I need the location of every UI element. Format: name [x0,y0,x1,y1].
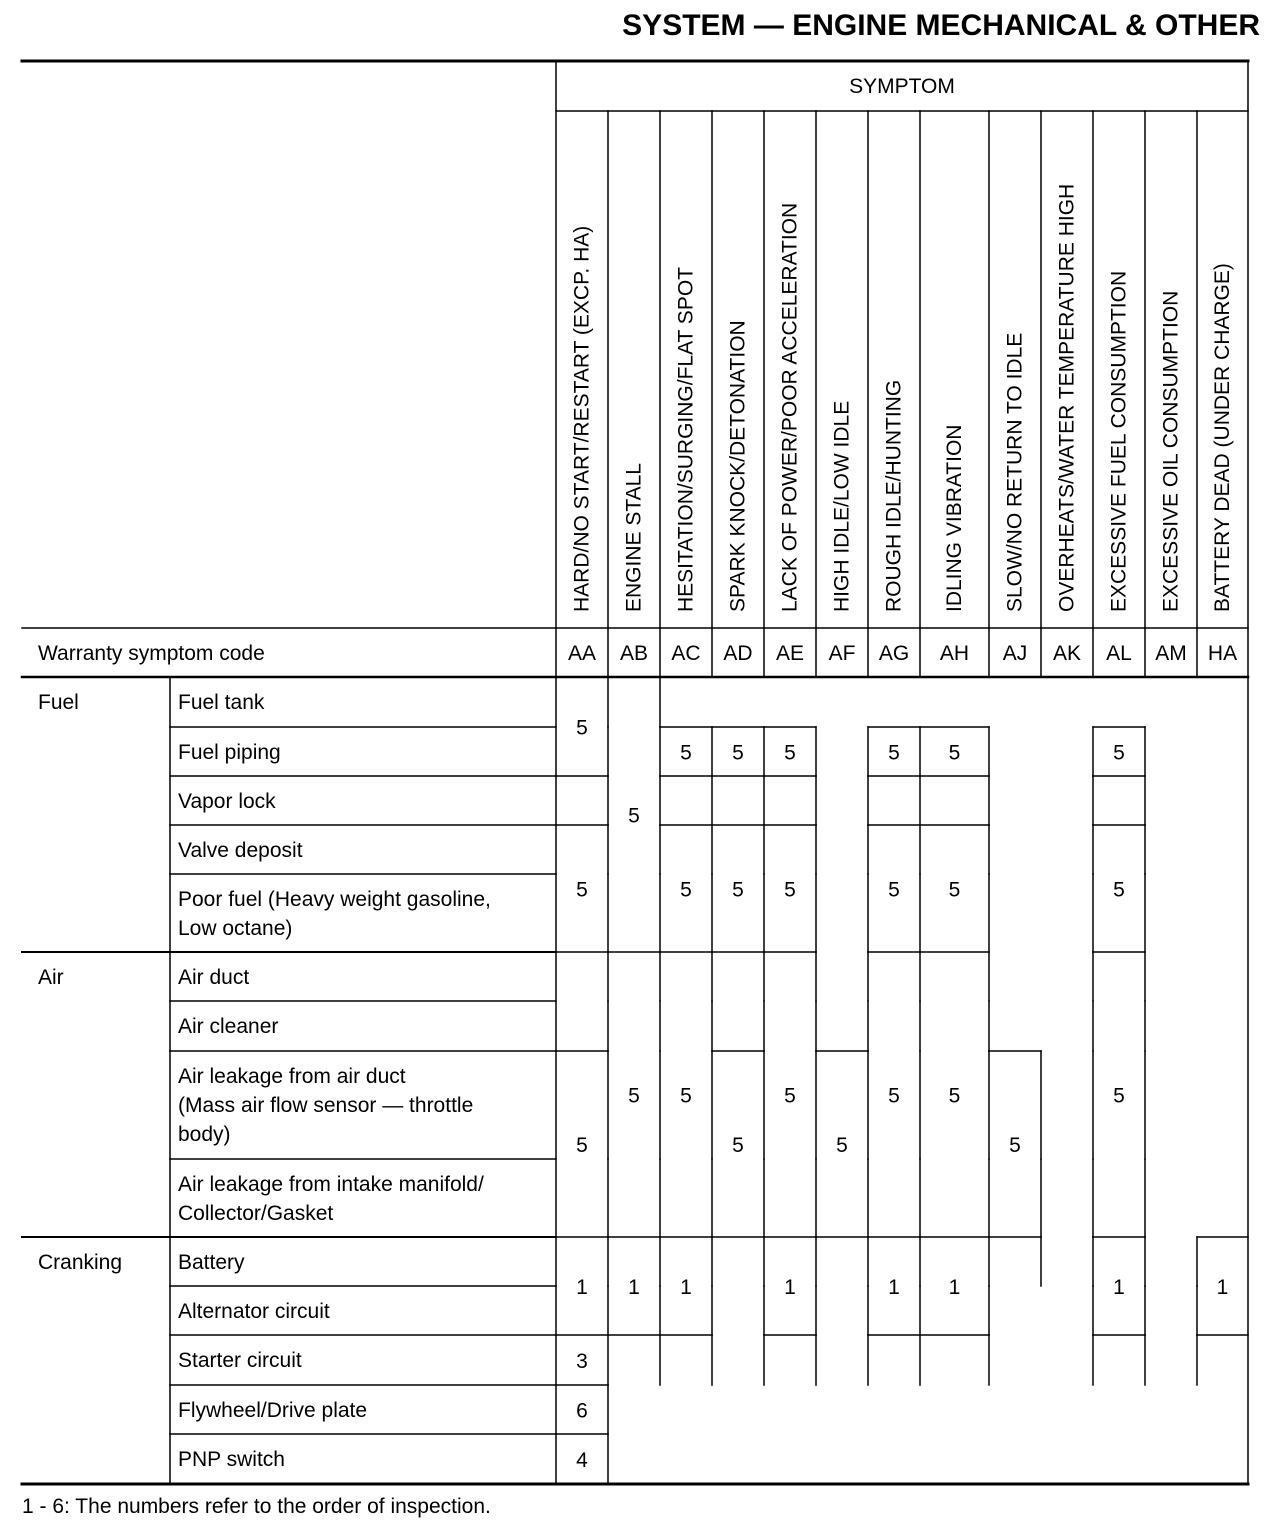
symptom-name: HARD/NO START/RESTART (EXCP. HA) [570,225,594,612]
component-label: Battery [178,1251,245,1274]
page-title: SYSTEM — ENGINE MECHANICAL & OTHER [622,9,1260,42]
inspection-order-cell: 5 [680,741,692,765]
inspection-order-cell: 5 [784,1084,796,1108]
component-label: Air cleaner [178,1015,279,1038]
symptom-name: LACK OF POWER/POOR ACCELERATION [778,202,802,612]
warranty-code-label: Warranty symptom code [38,642,265,665]
component-label: body) [178,1123,231,1146]
inspection-order-cell: 1 [628,1276,640,1299]
component-label: Starter circuit [178,1349,302,1372]
component-label: Flywheel/Drive plate [178,1399,368,1422]
symptom-code: AE [775,642,805,665]
symptom-header: SYMPTOM [849,75,955,98]
symptom-name: HESITATION/SURGING/FLAT SPOT [674,267,698,612]
inspection-order-cell: 1 [888,1276,900,1299]
component-label: Fuel piping [178,741,281,764]
inspection-order-cell: 5 [680,1084,692,1108]
component-label: PNP switch [178,1448,285,1471]
inspection-order-cell: 5 [628,1084,640,1108]
inspection-order-cell: 5 [888,1084,900,1108]
inspection-order-cell: 1 [784,1276,796,1299]
inspection-order-cell: 5 [576,878,588,902]
symptom-name: HIGH IDLE/LOW IDLE [830,400,854,612]
symptom-code: AH [939,642,970,665]
symptom-code: AG [878,642,910,665]
inspection-order-cell: 5 [948,1084,961,1108]
component-label: Valve deposit [178,839,303,862]
inspection-order-cell: 5 [1113,741,1125,765]
symptom-name: IDLING VIBRATION [943,424,966,612]
inspection-order-cell: 5 [576,716,588,740]
symptom-name: ENGINE STALL [622,463,646,612]
symptom-code: AF [828,642,856,665]
group-label: Fuel [38,691,79,714]
symptom-code: AC [671,642,701,665]
group-label: Air [38,966,64,989]
inspection-order-cell: 4 [576,1449,588,1472]
symptom-code: AB [619,642,649,665]
component-label: Alternator circuit [178,1300,330,1323]
inspection-order-cell: 5 [836,1134,848,1157]
inspection-order-cell: 1 [1113,1276,1125,1299]
group-label: Cranking [38,1251,123,1274]
inspection-order-cell: 3 [576,1350,588,1373]
inspection-order-cell: 5 [1113,1084,1125,1108]
inspection-order-cell: 5 [784,878,796,902]
symptom-name: ROUGH IDLE/HUNTING [882,379,906,612]
inspection-order-cell: 1 [680,1276,692,1299]
symptom-code: AM [1155,642,1187,665]
component-label: Poor fuel (Heavy weight gasoline, [178,888,491,911]
inspection-order-cell: 5 [732,1134,744,1157]
symptom-code: AJ [1002,642,1028,665]
symptom-code: AK [1052,642,1082,665]
symptom-name: EXCESSIVE FUEL CONSUMPTION [1107,270,1131,612]
component-label: Air duct [178,966,250,989]
symptom-name: BATTERY DEAD (UNDER CHARGE) [1211,263,1234,612]
symptom-code: AA [567,642,597,665]
footnote: 1 - 6: The numbers refer to the order of inspection. [22,1495,491,1518]
symptom-code: HA [1207,642,1238,665]
table-text [38,75,1237,1472]
inspection-order-cell: 5 [732,741,744,765]
inspection-order-cell: 5 [888,741,900,765]
inspection-order-cell: 5 [1009,1134,1021,1157]
component-label: (Mass air flow sensor — throttle [178,1094,474,1117]
inspection-order-cell: 5 [576,1134,588,1157]
symptom-code: AD [723,642,753,665]
component-label: Vapor lock [178,790,276,813]
inspection-order-cell: 5 [888,878,900,902]
component-label: Collector/Gasket [178,1202,334,1225]
symptom-name: EXCESSIVE OIL CONSUMPTION [1159,290,1183,612]
symptom-name: SPARK KNOCK/DETONATION [726,320,750,612]
inspection-order-cell: 1 [1216,1276,1229,1299]
inspection-order-cell: 5 [1113,878,1125,902]
symptom-code: AL [1106,642,1132,665]
component-label: Low octane) [178,917,293,940]
inspection-order-cell: 5 [784,741,796,765]
component-label: Air leakage from intake manifold/ [178,1173,484,1196]
inspection-order-cell: 1 [948,1276,961,1299]
inspection-order-cell: 1 [576,1276,588,1299]
component-label: Fuel tank [178,691,265,714]
inspection-order-cell: 5 [680,878,692,902]
symptom-name: OVERHEATS/WATER TEMPERATURE HIGH [1055,183,1079,612]
component-label: Air leakage from air duct [178,1065,406,1088]
inspection-order-cell: 5 [732,878,744,902]
inspection-order-cell: 5 [628,804,640,828]
symptom-name: SLOW/NO RETURN TO IDLE [1003,332,1027,612]
inspection-order-cell: 5 [948,741,961,765]
inspection-order-cell: 5 [948,878,961,902]
inspection-order-cell: 6 [576,1399,588,1423]
